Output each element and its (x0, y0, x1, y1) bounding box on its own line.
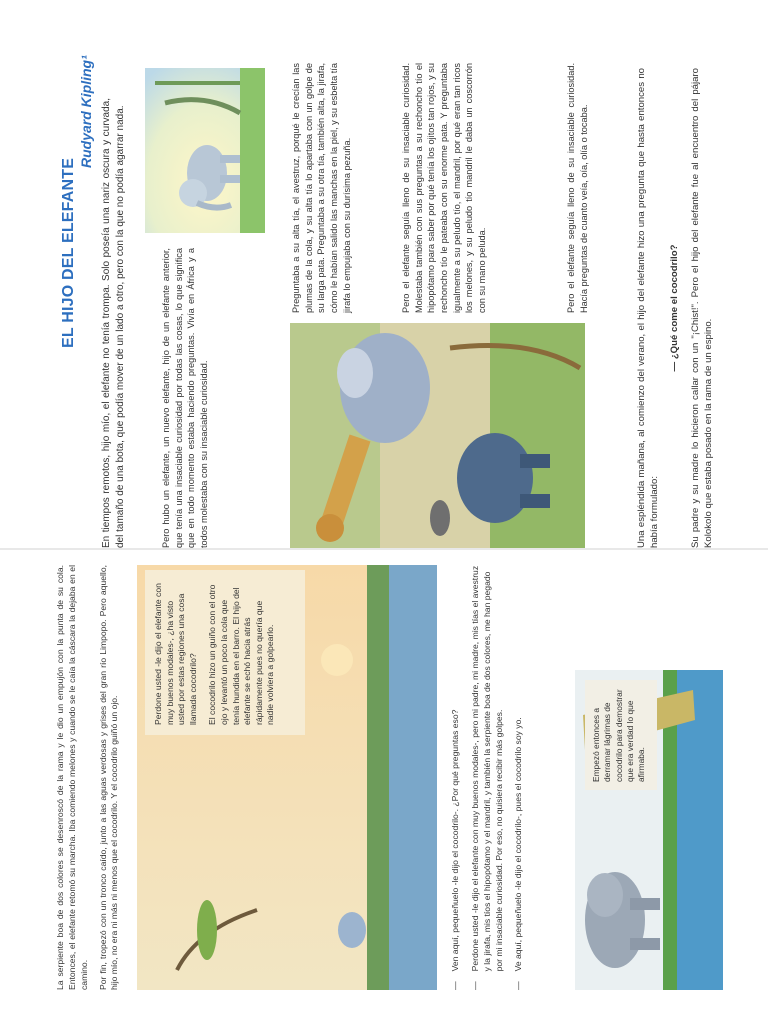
top-page (60, 40, 750, 548)
dialog-3-text: Ve aquí, pequeñuelo -le dijo el cocodrilo-, pues el cocodrilo soy yo. (513, 717, 524, 972)
bp2-text: Por fin, tropezó con un tronco caído, junto a las aguas verdosas y grises del gran río Limpopo. Pero aquello, hijo mío, no era ni más ni menos que el cocodrilo. Y el cocodrilo guiñó un ojo. (97, 565, 120, 990)
paragraph-uncles (400, 63, 496, 313)
dialog-block (450, 565, 533, 990)
bp1-text: La serpiente boa de dos colores se desenroscó de la rama y le dio un empujón con la punta de su cola. Entonces, el elefante retomó su marcha. Iba comiendo melones y cuando se le caía la cáscara la dejaba en el camino. (55, 565, 89, 990)
story-title: EL HIJO DEL ELEFANTE (60, 157, 77, 348)
callout-box (145, 570, 305, 735)
p5-text: Pero el elefante seguía lleno de su insaciable curiosidad. Hacía preguntas de cuanto veía, oía, olía o tocaba. (566, 63, 589, 313)
paragraph-boa (55, 565, 128, 990)
p3-text: Preguntaba a su alta tía, el avestruz, porqué le crecían las plumas de la cola, y su alta tía lo apartaba con un golpe de su larga pata. Preguntaba a su otra tía, también alta, la jirafa, cómo le habían salido las manchas en la piel, y su esbelta tía jirafa lo empujaba con su durísima pezuña. (291, 63, 352, 313)
dialog-1-text: Ven aquí, pequeñuelo -le dijo el cocodrilo-. ¿Por qué preguntas eso? (450, 709, 460, 972)
callout-2-text: El cocodrilo hizo un guiño con el otro ojo y levantó un poco la cola que tenía hundida en el barro. El hijo del elefante se echó hacia atrás rápidamente pues no quería que nadie volviera a golpearlo. (207, 584, 276, 725)
giraffe-hippo-elephant-art (290, 323, 585, 548)
dialog-line-2: — Perdone usted -le dijo el elefante con muy buenos modales-, pero mi padre, mi madre, mis tías el avestruz y la jirafa, mis tíos el hipopótamo y el mandril, y también la serpiente boa de dos colores, me han pegado por mi insaciable curiosidad. Por eso, no quisiera recibir más golpes. (469, 565, 504, 990)
elephant-sunlit-illustration (145, 68, 265, 233)
animals-illustration (290, 323, 585, 548)
intro-text: En tiempos remotos, hijo mío, el elefante no tenía trompa. Solo poseía una nariz oscura y curvada, del tamaño de una bota, que podía mover de un lado a otro, pero con la que no podía agarrar nada. (101, 98, 126, 548)
p7-text: Su padre y su madre lo hicieron callar con un "¡Chist!". Pero el hijo del elefante fue al encuentro del pájaro Kolokolo que estaba posado en la rama de un espino. (689, 68, 714, 548)
p2-text: Pero hubo un elefante, un nuevo elefante, hijo de un elefante anterior, que tenía una insaciable curiosidad por todas las cosas, lo que significa que en todo momento estaba haciendo preguntas. Vivía en África y a todos molestaba con su insaciable curiosidad. (161, 248, 210, 548)
story-author: Rudyard Kipling¹ (78, 55, 94, 168)
crocodile-caption (585, 680, 657, 790)
bottom-page (55, 562, 727, 990)
page-fold-divider (0, 548, 768, 550)
caption-text: Empezó entonces a derramar lágrimas de cocodrilo para demostrar que era verdad lo que afirmaba. (591, 689, 647, 782)
intro-paragraph (100, 98, 135, 548)
question-text: — ¿Qué come el cocodrilo? (669, 244, 681, 372)
p4-text: Pero el elefante seguía lleno de su insaciable curiosidad. Molestaba también con sus preguntas a su rechoncho tío el hipopótamo para saber por qué tenía los ojitos tan rojos, y su rechoncho tío le pateaba con su enorme pata. Y preguntaba igualmente a su peludo tío, el mandril, por qué eran tan ricos los melones, y su peludo tío mandril le daba un coscorrón con su mano peluda. (401, 63, 488, 313)
paragraph-morning (635, 68, 722, 548)
crocodile-illustration (575, 670, 723, 990)
dialog-2-text: Perdone usted -le dijo el elefante con muy buenos modales-, pero mi padre, mi madre, mis tías el avestruz y la jirafa, mis tíos el hipopótamo y el mandril, y también la serpiente boa de dos colores, me han pegado por mi insaciable curiosidad. Por eso, no quisiera recibir más golpes. (469, 565, 504, 972)
dialog-line-1: — Ven aquí, pequeñuelo -le dijo el cocodrilo-. ¿Por qué preguntas eso? (450, 709, 460, 990)
dialog-line-3: — Ve aquí, pequeñuelo -le dijo el cocodrilo-, pues el cocodrilo soy yo. (513, 717, 524, 990)
callout-1-text: Perdone usted -le dijo el elefante con muy buenos modales-, ¿ha visto usted por estas regiones una cosa llamada cocodrilo? (153, 583, 198, 725)
paragraph-curious-elephant (160, 248, 218, 548)
river-illustration (137, 565, 437, 990)
elephant-sun-art (145, 68, 265, 233)
paragraph-aunts (290, 63, 360, 313)
paragraph-questions (565, 63, 597, 313)
p6-text: Una espléndida mañana, al comienzo del verano, el hijo del elefante hizo una pregunta que hasta entonces no había formulado: (636, 68, 661, 548)
